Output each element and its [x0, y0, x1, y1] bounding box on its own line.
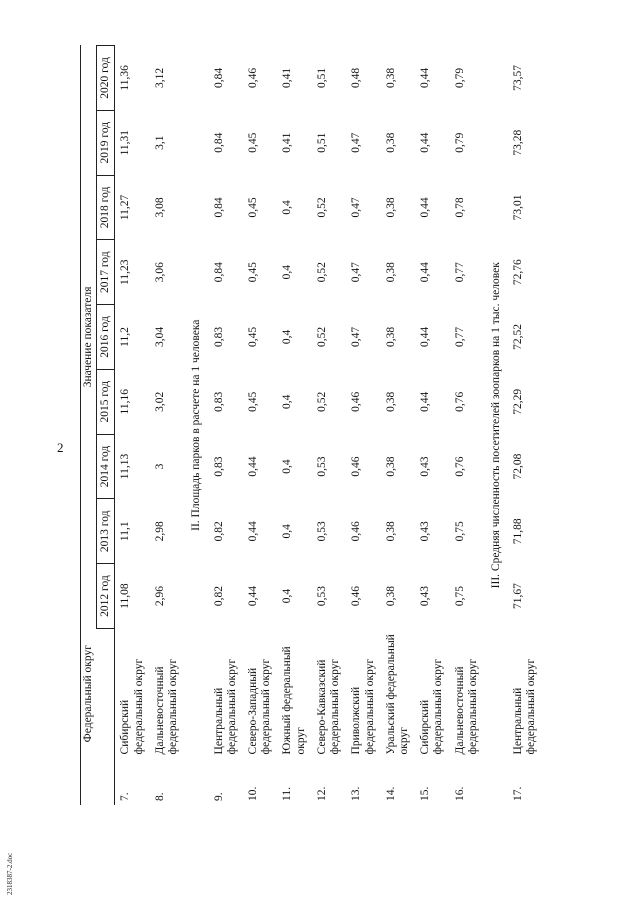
row-value: 0,51 [315, 132, 328, 153]
row-value: 2,96 [153, 585, 166, 607]
row-value: 0,52 [315, 326, 328, 348]
rotated-table-page [80, 45, 600, 805]
row-value: 0,46 [350, 456, 363, 477]
row-number: 17. [512, 786, 525, 801]
row-value: 0,44 [419, 326, 432, 348]
header-values: Значение показателя [81, 46, 97, 629]
row-value: 0,4 [281, 265, 294, 280]
page-number: 2 [57, 440, 64, 455]
row-value: 0,44 [246, 456, 259, 477]
row-value: 0,4 [281, 588, 294, 604]
table-row [450, 46, 484, 806]
row-number: 8. [153, 792, 166, 801]
row-value: 0,47 [350, 132, 363, 153]
row-value: 11,2 [119, 327, 132, 347]
row-value: 0,4 [281, 459, 294, 474]
row-value: 11,08 [119, 583, 132, 609]
row-value: 0,45 [246, 262, 259, 283]
table-row [312, 46, 346, 806]
row-value: 11,13 [119, 453, 132, 480]
row-number: 11. [281, 787, 294, 801]
row-value: 3,08 [153, 197, 166, 218]
row-value: 0,83 [212, 326, 225, 348]
row-district: Приволжский федеральный округ [350, 658, 376, 755]
row-value: 0,75 [453, 521, 466, 542]
row-value: 0,76 [453, 391, 466, 412]
row-value: 0,38 [384, 456, 397, 477]
year-header-8: 2020 год [97, 46, 115, 111]
row-value: 0,38 [384, 67, 397, 88]
row-value: 0,46 [350, 521, 363, 542]
row-value: 0,79 [453, 132, 466, 153]
row-value: 0,46 [246, 67, 259, 88]
year-header-2: 2014 год [97, 434, 115, 499]
year-header-1: 2013 год [97, 499, 115, 564]
section-title: III. Средняя численность посетителей зоопарков на 1 тыс. человек [490, 262, 503, 589]
row-value: 72,52 [512, 324, 525, 350]
row-value: 0,46 [350, 391, 363, 412]
row-value: 73,01 [512, 194, 525, 221]
row-value: 73,28 [512, 129, 525, 156]
row-value: 0,52 [315, 262, 328, 283]
row-number: 7. [119, 792, 132, 801]
year-header-5: 2017 год [97, 240, 115, 305]
row-value: 0,43 [419, 585, 432, 607]
table-row [415, 46, 449, 806]
row-value: 0,44 [419, 391, 432, 412]
table-row [115, 46, 150, 806]
row-value: 73,57 [512, 64, 525, 91]
row-value: 0,45 [246, 391, 259, 412]
row-value: 0,44 [419, 67, 432, 88]
row-value: 11,23 [119, 259, 132, 285]
row-value: 0,83 [212, 456, 225, 477]
row-value: 3 [153, 463, 166, 470]
row-value: 0,77 [453, 262, 466, 283]
row-value: 0,41 [281, 67, 294, 88]
table-row [508, 46, 542, 806]
row-value: 0,44 [246, 521, 259, 542]
row-value: 0,82 [212, 521, 225, 542]
row-value: 0,52 [315, 197, 328, 218]
section-title-row [484, 46, 508, 806]
row-value: 72,76 [512, 259, 525, 286]
row-value: 0,78 [453, 197, 466, 218]
row-district: Центральный федеральный округ [512, 658, 538, 755]
row-value: 0,82 [212, 585, 225, 607]
year-header-0: 2012 год [97, 564, 115, 629]
row-value: 3,12 [153, 67, 166, 88]
row-value: 3,1 [153, 135, 166, 150]
footer-filename: 2318387-2.doc [6, 852, 14, 895]
row-district: Северо-Кавказский федеральный округ [315, 658, 342, 755]
row-district: Уральский федеральный округ [384, 634, 410, 755]
indicator-table [80, 45, 543, 805]
header-district: Федеральный округ [81, 628, 115, 758]
row-value: 0,52 [315, 391, 328, 412]
row-value: 0,53 [315, 456, 328, 477]
row-value: 0,38 [384, 132, 397, 153]
row-value: 3,02 [153, 391, 166, 412]
row-value: 11,27 [119, 194, 132, 221]
row-value: 0,4 [281, 200, 294, 215]
row-value: 0,47 [350, 262, 363, 283]
row-value: 0,84 [212, 197, 225, 218]
year-header-7: 2019 год [97, 110, 115, 175]
row-value: 0,41 [281, 132, 294, 153]
row-value: 0,38 [384, 521, 397, 542]
row-value: 0,53 [315, 521, 328, 542]
row-value: 2,98 [153, 521, 166, 542]
row-district: Центральный федеральный округ [212, 658, 238, 755]
row-value: 72,08 [512, 453, 525, 480]
row-district: Сибирский федеральный округ [119, 658, 145, 755]
row-value: 0,45 [246, 132, 259, 153]
row-value: 0,53 [315, 585, 328, 607]
row-value: 0,77 [453, 326, 466, 348]
row-value: 11,31 [119, 129, 132, 156]
row-value: 0,38 [384, 326, 397, 348]
row-value: 11,16 [119, 389, 132, 415]
row-value: 72,29 [512, 388, 525, 415]
row-value: 0,43 [419, 456, 432, 477]
row-value: 0,84 [212, 262, 225, 283]
row-value: 0,76 [453, 456, 466, 477]
row-value: 0,43 [419, 521, 432, 542]
row-value: 0,38 [384, 391, 397, 412]
row-value: 0,48 [350, 67, 363, 88]
section-title-row [184, 46, 208, 806]
row-number: 9. [212, 792, 225, 801]
row-value: 0,84 [212, 132, 225, 153]
row-district: Южный федеральный округ [281, 646, 307, 755]
year-header-4: 2016 год [97, 305, 115, 370]
row-district: Северо-Западный федеральный округ [246, 658, 273, 755]
table-row [150, 46, 184, 806]
row-value: 0,51 [315, 67, 328, 88]
row-value: 11,36 [119, 65, 132, 91]
row-value: 0,45 [246, 326, 259, 348]
row-value: 0,47 [350, 326, 363, 348]
table-row [381, 46, 415, 806]
row-value: 0,46 [350, 585, 363, 607]
year-header-3: 2015 год [97, 369, 115, 434]
row-value: 0,4 [281, 394, 294, 409]
row-value: 0,44 [419, 262, 432, 283]
table-row [346, 46, 380, 806]
row-number: 16. [453, 786, 466, 801]
row-district: Сибирский федеральный округ [419, 658, 445, 755]
row-district: Дальневосточный федеральный округ [453, 658, 479, 755]
section-title: II. Площадь парков в расчете на 1 человека [190, 319, 203, 531]
row-value: 0,44 [246, 585, 259, 607]
row-value: 0,38 [384, 197, 397, 218]
row-value: 0,38 [384, 262, 397, 283]
row-value: 0,45 [246, 197, 259, 218]
header-number [81, 758, 115, 805]
row-number: 10. [246, 786, 259, 801]
row-value: 0,44 [419, 197, 432, 218]
row-value: 0,84 [212, 67, 225, 88]
table-row [243, 46, 277, 806]
row-number: 15. [419, 786, 432, 801]
row-value: 11,1 [119, 521, 132, 542]
row-district: Дальневосточный федеральный округ [153, 658, 180, 755]
row-value: 71,88 [512, 518, 525, 545]
row-value: 3,06 [153, 262, 166, 283]
row-number: 14. [384, 786, 397, 801]
row-value: 71,67 [512, 583, 525, 609]
year-header-6: 2018 год [97, 175, 115, 240]
row-value: 0,75 [453, 585, 466, 607]
table-row [209, 46, 243, 806]
row-value: 0,47 [350, 197, 363, 218]
table-row [277, 46, 311, 806]
row-value: 0,83 [212, 391, 225, 412]
row-number: 13. [350, 786, 363, 801]
row-number: 12. [315, 786, 328, 801]
row-value: 0,79 [453, 67, 466, 88]
row-value: 0,44 [419, 132, 432, 153]
row-value: 0,4 [281, 524, 294, 539]
table-body [115, 46, 543, 806]
row-value: 3,04 [153, 326, 166, 348]
row-value: 0,38 [384, 585, 397, 607]
row-value: 0,4 [281, 329, 294, 345]
